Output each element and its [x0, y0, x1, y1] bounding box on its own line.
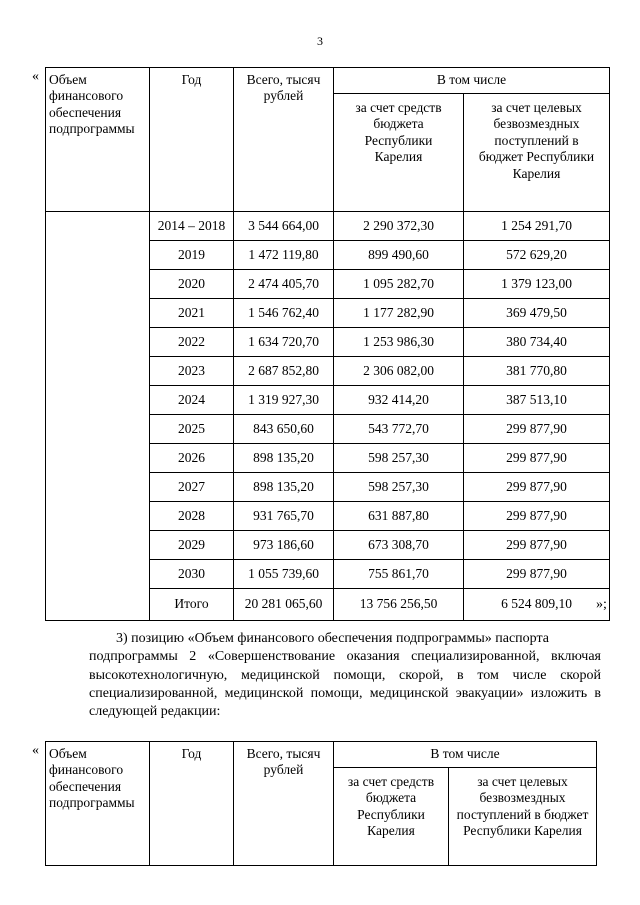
cell-grants: 380 734,40	[464, 328, 610, 357]
cell-year: 2025	[150, 415, 234, 444]
closing-quote: »;	[596, 597, 607, 612]
cell-total: 20 281 065,60	[234, 589, 334, 621]
cell-total: 2 687 852,80	[234, 357, 334, 386]
cell-total: 898 135,20	[234, 444, 334, 473]
page-number: 3	[317, 34, 323, 48]
cell-year: 2023	[150, 357, 234, 386]
cell-grants: 299 877,90	[464, 444, 610, 473]
cell-grants: 299 877,90	[464, 415, 610, 444]
cell-total: 3 544 664,00	[234, 212, 334, 241]
cell-year: 2024	[150, 386, 234, 415]
header-year: Год	[150, 68, 234, 212]
cell-budget: 631 887,80	[334, 502, 464, 531]
cell-year: 2028	[150, 502, 234, 531]
cell-budget: 13 756 256,50	[334, 589, 464, 621]
cell-year: 2019	[150, 241, 234, 270]
cell-budget: 673 308,70	[334, 531, 464, 560]
cell-grants: 381 770,80	[464, 357, 610, 386]
cell-budget: 598 257,30	[334, 444, 464, 473]
header-total: Всего, тысяч рублей	[234, 68, 334, 212]
cell-grants: 299 877,90	[464, 502, 610, 531]
cell-total: 1 319 927,30	[234, 386, 334, 415]
header-including: В том числе	[334, 68, 610, 94]
cell-year: 2021	[150, 299, 234, 328]
cell-year: 2014 – 2018	[150, 212, 234, 241]
volume-column-cell	[46, 212, 150, 621]
amendment-line-1: 3) позицию «Объем финансового обеспечения подпрограммы» паспорта	[116, 631, 549, 646]
cell-grants: 299 877,90	[464, 531, 610, 560]
cell-budget: 1 177 282,90	[334, 299, 464, 328]
header-targeted-grants-2: за счет целевых безвозмездных поступлений в бюджет Республики Карелия	[449, 768, 597, 866]
opening-quote: «	[32, 69, 39, 84]
financing-table-1	[45, 67, 610, 621]
cell-total: 1 472 119,80	[234, 241, 334, 270]
cell-grants: 1 379 123,00	[464, 270, 610, 299]
cell-grants: 572 629,20	[464, 241, 610, 270]
cell-year: 2027	[150, 473, 234, 502]
cell-budget: 1 095 282,70	[334, 270, 464, 299]
cell-total: 1 634 720,70	[234, 328, 334, 357]
cell-total: 1 546 762,40	[234, 299, 334, 328]
cell-budget: 2 290 372,30	[334, 212, 464, 241]
cell-grants: 299 877,90	[464, 473, 610, 502]
cell-year: 2020	[150, 270, 234, 299]
cell-year: 2022	[150, 328, 234, 357]
table-row	[46, 212, 610, 241]
cell-grants: 6 524 809,10	[464, 589, 610, 621]
cell-year: 2026	[150, 444, 234, 473]
amendment-paragraph	[89, 630, 601, 721]
header-total-2: Всего, тысяч рублей	[234, 742, 334, 866]
cell-year: 2030	[150, 560, 234, 589]
cell-total: 2 474 405,70	[234, 270, 334, 299]
cell-year: 2029	[150, 531, 234, 560]
cell-budget: 932 414,20	[334, 386, 464, 415]
cell-total: 931 765,70	[234, 502, 334, 531]
header-targeted-grants: за счет целевых безвозмездных поступлений в бюджет Республики Карелия	[464, 94, 610, 212]
financing-rows	[46, 212, 610, 621]
cell-total: 973 186,60	[234, 531, 334, 560]
cell-budget: 899 490,60	[334, 241, 464, 270]
cell-grants: 1 254 291,70	[464, 212, 610, 241]
cell-total: 898 135,20	[234, 473, 334, 502]
cell-total: 1 055 739,60	[234, 560, 334, 589]
cell-total: 843 650,60	[234, 415, 334, 444]
cell-grants: 387 513,10	[464, 386, 610, 415]
cell-budget: 1 253 986,30	[334, 328, 464, 357]
header-budget-funds-2: за счет средств бюджета Республики Карелия	[334, 768, 449, 866]
amendment-text: подпрограммы 2 «Совершенствование оказания специализированной, включая высокотехнологичную, медицинской помощи, скорой, в том числе скорой специализированной, медицинской помощи, медицинской эвакуации» изложить в следующей редакции:	[89, 649, 601, 720]
cell-year: Итого	[150, 589, 234, 621]
header-volume: Объем финансового обеспечения подпрограммы	[46, 68, 150, 212]
financing-table-2	[45, 741, 597, 866]
cell-budget: 598 257,30	[334, 473, 464, 502]
cell-budget: 2 306 082,00	[334, 357, 464, 386]
cell-grants: 369 479,50	[464, 299, 610, 328]
opening-quote-2: «	[32, 743, 39, 758]
cell-grants: 299 877,90	[464, 560, 610, 589]
header-budget-funds: за счет средств бюджета Республики Карелия	[334, 94, 464, 212]
cell-budget: 755 861,70	[334, 560, 464, 589]
header-including-2: В том числе	[334, 742, 597, 768]
header-year-2: Год	[150, 742, 234, 866]
cell-budget: 543 772,70	[334, 415, 464, 444]
header-volume-2: Объем финансового обеспечения подпрограммы	[46, 742, 150, 866]
